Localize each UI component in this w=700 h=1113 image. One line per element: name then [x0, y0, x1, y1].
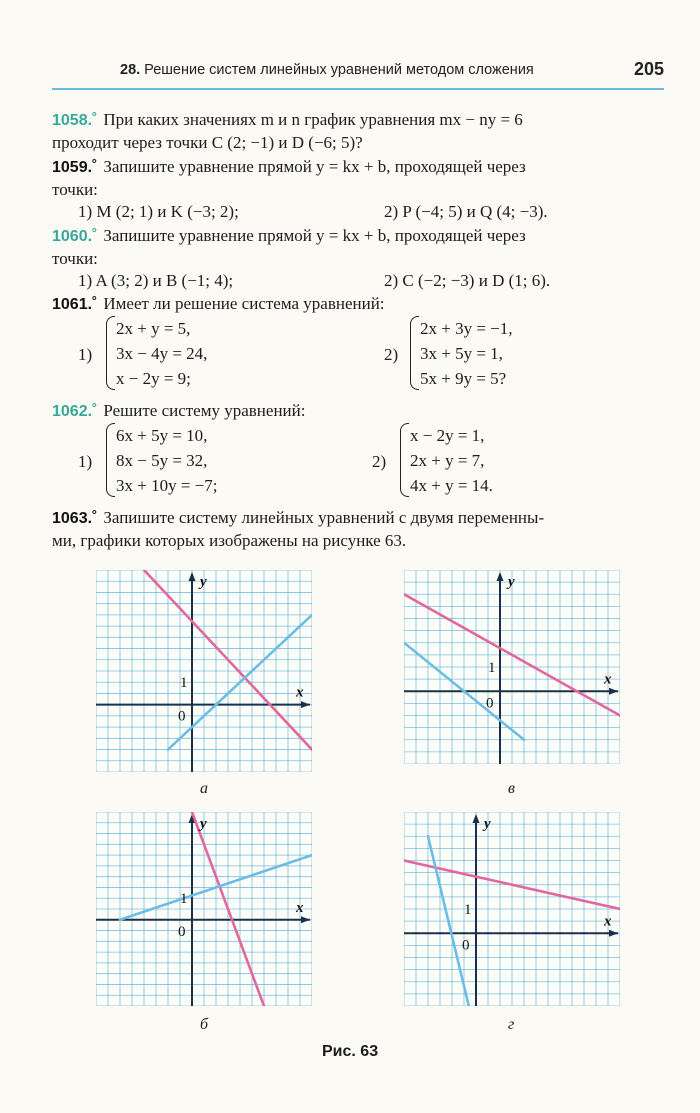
y-axis-label: y — [200, 574, 207, 590]
equations — [410, 423, 493, 498]
equation: 3x + 5y = 1, — [420, 344, 503, 363]
graph-b — [96, 812, 312, 1006]
x-axis-label: x — [296, 899, 304, 916]
equation: 2x + y = 5, — [116, 319, 191, 338]
graph-a — [96, 570, 312, 772]
x-axis-label: x — [296, 684, 304, 701]
system-label: 2) — [372, 452, 387, 471]
caption-a: а — [200, 780, 208, 797]
equation: 4x + y = 14. — [410, 476, 493, 495]
origin-label: 0 — [178, 923, 186, 940]
graph-v — [404, 570, 620, 764]
problem-1059: 1059.˚ Запишите уравнение прямой y = kx + b, проходящей через — [52, 157, 526, 176]
problem-1063: 1063.˚ Запишите систему линейных уравнений с двумя переменны- — [52, 508, 545, 527]
problem-1063-cont: ми, графики которых изображены на рисунке 63. — [52, 531, 407, 550]
brace — [410, 316, 419, 390]
caption-g: г — [508, 1016, 515, 1033]
problem-1059-a: 1) M (2; 1) и K (−3; 2); — [78, 202, 239, 221]
problem-1061: 1061.˚ Имеет ли решение система уравнений: — [52, 294, 385, 313]
unit-label: 1 — [180, 675, 188, 692]
graph-g — [404, 812, 620, 1006]
problem-1060-a: 1) A (3; 2) и B (−1; 4); — [78, 271, 234, 290]
equation: 6x + 5y = 10, — [116, 426, 208, 445]
equations — [420, 316, 513, 391]
equation: x − 2y = 1, — [410, 426, 485, 445]
x-axis-label: x — [604, 913, 612, 930]
equation: 2x + y = 7, — [410, 451, 485, 470]
unit-label: 1 — [488, 660, 496, 676]
problem-1059-cont: точки: — [52, 180, 98, 199]
x-axis-label: x — [604, 671, 612, 688]
brace — [106, 316, 115, 390]
problem-1059-b: 2) P (−4; 5) и Q (4; −3). — [384, 202, 548, 221]
section-title: 28. Решение систем линейных уравнений методом сложения — [120, 62, 534, 78]
y-axis-label: y — [484, 816, 491, 832]
unit-label: 1 — [180, 891, 188, 908]
equation: 5x + 9y = 5? — [420, 369, 507, 388]
y-axis-label: y — [200, 816, 207, 832]
unit-label: 1 — [464, 902, 472, 918]
problem-1058-cont: проходит через точки C (2; −1) и D (−6; 5)? — [52, 133, 363, 152]
equation: 8x − 5y = 32, — [116, 451, 208, 470]
origin-label: 0 — [486, 695, 494, 712]
equation: 3x − 4y = 24, — [116, 344, 208, 363]
brace — [400, 423, 409, 497]
problem-1060: 1060.˚ Запишите уравнение прямой y = kx + b, проходящей через — [52, 226, 526, 245]
origin-label: 0 — [178, 708, 186, 725]
figure-caption: Рис. 63 — [322, 1043, 379, 1060]
origin-label: 0 — [462, 937, 470, 954]
system-label: 2) — [384, 345, 399, 364]
equations — [116, 316, 207, 391]
equations — [116, 423, 218, 498]
system-label: 1) — [78, 345, 93, 364]
system-label: 1) — [78, 452, 93, 471]
equation: 3x + 10y = −7; — [116, 476, 218, 495]
caption-b: б — [200, 1016, 209, 1033]
equation: x − 2y = 9; — [116, 369, 191, 388]
page-number: 205 — [633, 59, 664, 79]
problem-1062: 1062.˚ Решите систему уравнений: — [52, 401, 306, 420]
brace — [106, 423, 115, 497]
problem-1060-cont: точки: — [52, 249, 98, 268]
problem-1060-b: 2) C (−2; −3) и D (1; 6). — [384, 271, 551, 290]
y-axis-label: y — [508, 574, 515, 590]
equation: 2x + 3y = −1, — [420, 319, 513, 338]
page-header — [52, 56, 664, 90]
problem-1058: 1058.˚ При каких значениях m и n график уравнения mx − ny = 6 — [52, 110, 523, 129]
caption-v: в — [508, 780, 515, 797]
